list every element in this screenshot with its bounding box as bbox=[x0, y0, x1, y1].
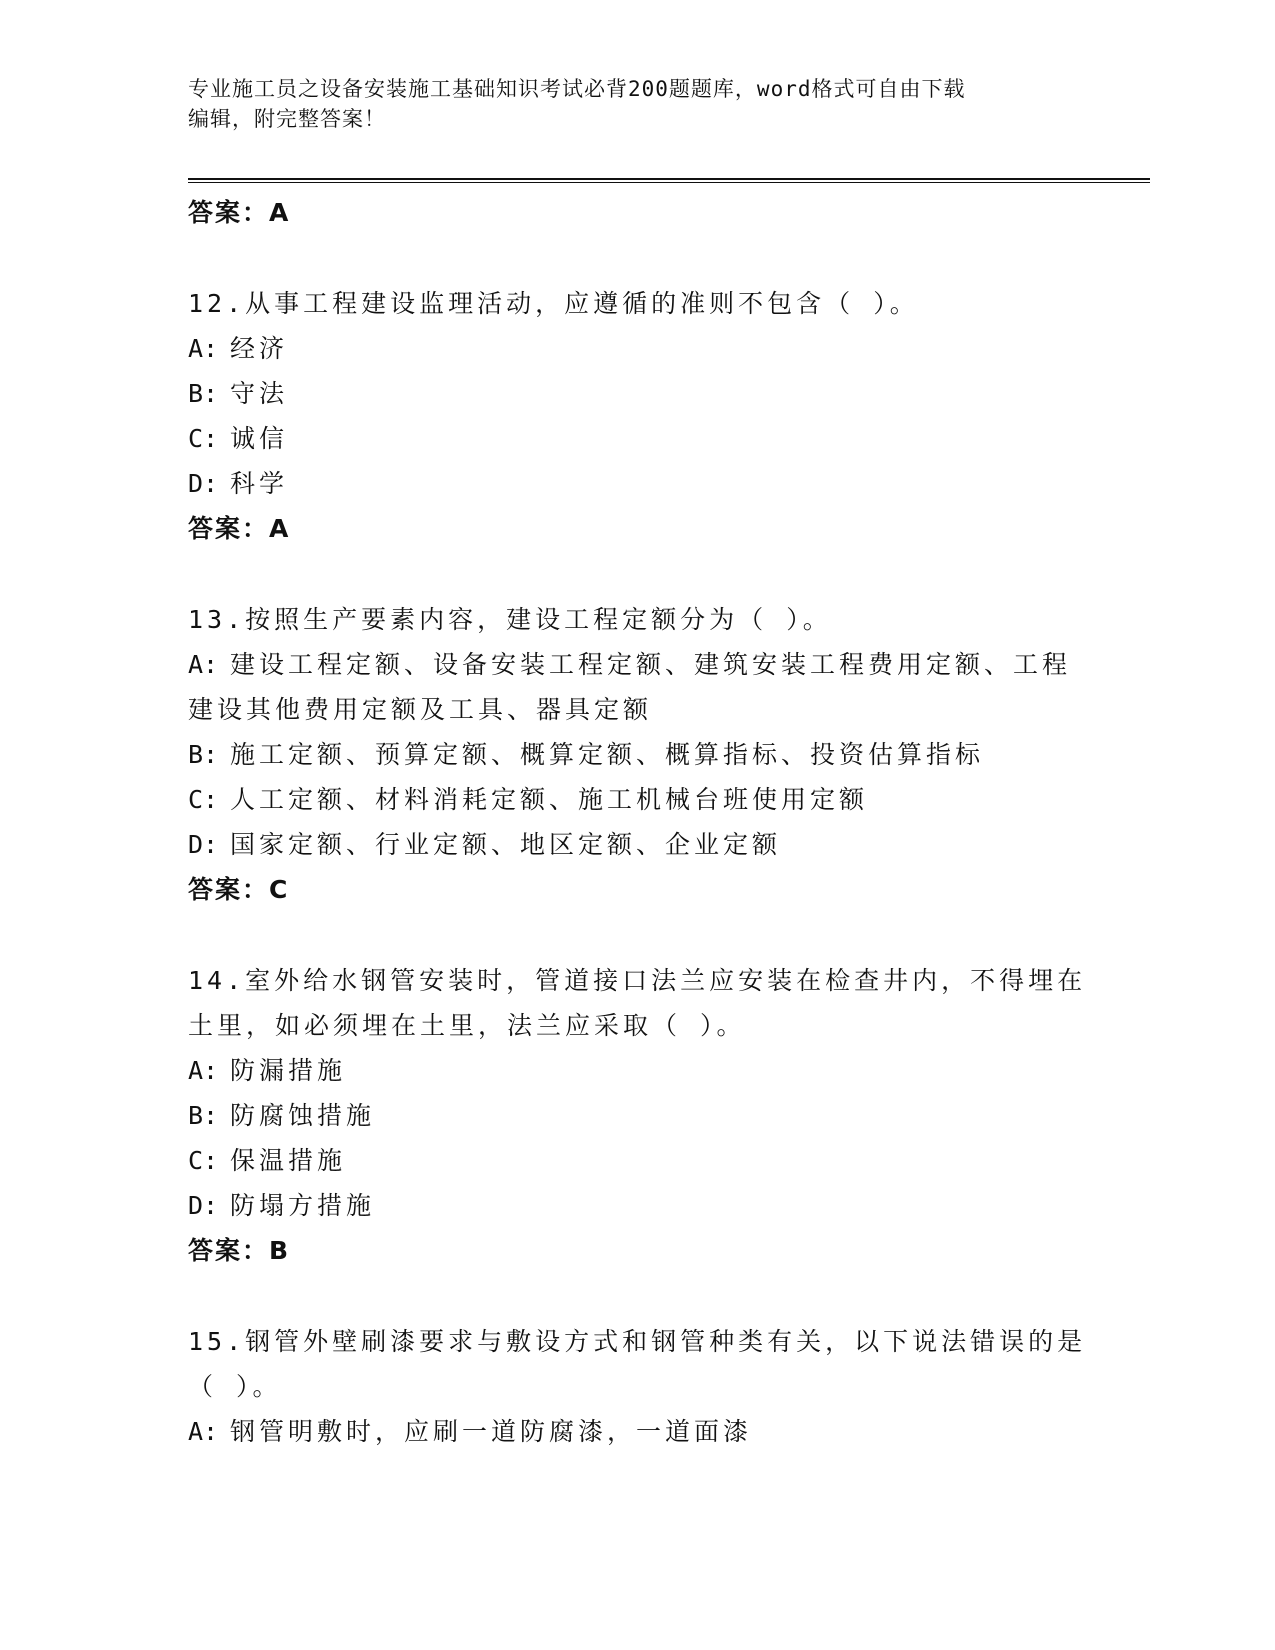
option-letter: B: bbox=[188, 1101, 219, 1130]
option-letter: A: bbox=[188, 334, 219, 363]
question-stem: 15.钢管外壁刷漆要求与敷设方式和钢管种类有关，以下说法错误的是 bbox=[188, 1327, 1087, 1356]
option-text: 保温措施 bbox=[230, 1146, 347, 1175]
answer-line: 答案：C bbox=[188, 875, 290, 904]
option-text: 钢管明敷时，应刷一道防腐漆，一道面漆 bbox=[230, 1417, 753, 1446]
option-a-continued: 建设其他费用定额及工具、器具定额 bbox=[188, 695, 653, 724]
option-letter: A: bbox=[188, 1417, 219, 1446]
option-c bbox=[188, 1138, 1088, 1183]
option-letter: C: bbox=[188, 1146, 219, 1175]
question-stem: 12.从事工程建设监理活动，应遵循的准则不包含（ ）。 bbox=[188, 289, 919, 318]
option-text: 建设工程定额、设备安装工程定额、建筑安装工程费用定额、工程 bbox=[230, 650, 1072, 679]
option-text: 国家定额、行业定额、地区定额、企业定额 bbox=[230, 830, 782, 859]
option-text: 经济 bbox=[230, 334, 289, 363]
answer-line: 答案：B bbox=[188, 1236, 291, 1265]
spacer bbox=[188, 235, 1088, 281]
option-letter: D: bbox=[188, 1191, 219, 1220]
header-line-2: 编辑，附完整答案！ bbox=[188, 107, 386, 131]
question-12 bbox=[188, 281, 1088, 551]
option-d bbox=[188, 822, 1088, 867]
option-letter: D: bbox=[188, 469, 219, 498]
document-header bbox=[188, 74, 1068, 134]
question-13 bbox=[188, 597, 1088, 912]
option-b bbox=[188, 371, 1088, 416]
option-letter: A: bbox=[188, 650, 219, 679]
question-list bbox=[188, 190, 1088, 1454]
spacer bbox=[188, 551, 1088, 597]
option-a bbox=[188, 326, 1088, 371]
option-d bbox=[188, 461, 1088, 506]
question-stem-continued: （ ）。 bbox=[188, 1372, 282, 1401]
option-c bbox=[188, 777, 1088, 822]
option-text: 诚信 bbox=[230, 424, 289, 453]
option-letter: C: bbox=[188, 424, 219, 453]
option-text: 守法 bbox=[230, 379, 289, 408]
option-text: 防塌方措施 bbox=[230, 1191, 376, 1220]
option-letter: B: bbox=[188, 379, 219, 408]
option-b bbox=[188, 732, 1088, 777]
option-a bbox=[188, 642, 1088, 687]
option-letter: C: bbox=[188, 785, 219, 814]
spacer bbox=[188, 912, 1088, 958]
option-c bbox=[188, 416, 1088, 461]
option-letter: A: bbox=[188, 1056, 219, 1085]
option-a bbox=[188, 1409, 1088, 1454]
option-text: 科学 bbox=[230, 469, 289, 498]
question-stem-continued: 土里，如必须埋在土里，法兰应采取（ ）。 bbox=[188, 1011, 746, 1040]
answer-line: 答案：A bbox=[188, 514, 291, 543]
spacer bbox=[188, 1273, 1088, 1319]
option-a bbox=[188, 1048, 1088, 1093]
option-letter: B: bbox=[188, 740, 219, 769]
option-text: 防漏措施 bbox=[230, 1056, 347, 1085]
option-text: 防腐蚀措施 bbox=[230, 1101, 376, 1130]
previous-answer: 答案：A bbox=[188, 198, 291, 227]
option-b bbox=[188, 1093, 1088, 1138]
question-stem: 13.按照生产要素内容，建设工程定额分为（ ）。 bbox=[188, 605, 832, 634]
option-d bbox=[188, 1183, 1088, 1228]
question-stem: 14.室外给水钢管安装时，管道接口法兰应安装在检查井内，不得埋在 bbox=[188, 966, 1087, 995]
question-15 bbox=[188, 1319, 1088, 1454]
question-14 bbox=[188, 958, 1088, 1273]
option-text: 人工定额、材料消耗定额、施工机械台班使用定额 bbox=[230, 785, 869, 814]
option-text: 施工定额、预算定额、概算定额、概算指标、投资估算指标 bbox=[230, 740, 985, 769]
header-line-1: 专业施工员之设备安装施工基础知识考试必背200题题库，word格式可自由下载 bbox=[188, 77, 966, 101]
header-divider bbox=[188, 178, 1150, 183]
option-letter: D: bbox=[188, 830, 219, 859]
